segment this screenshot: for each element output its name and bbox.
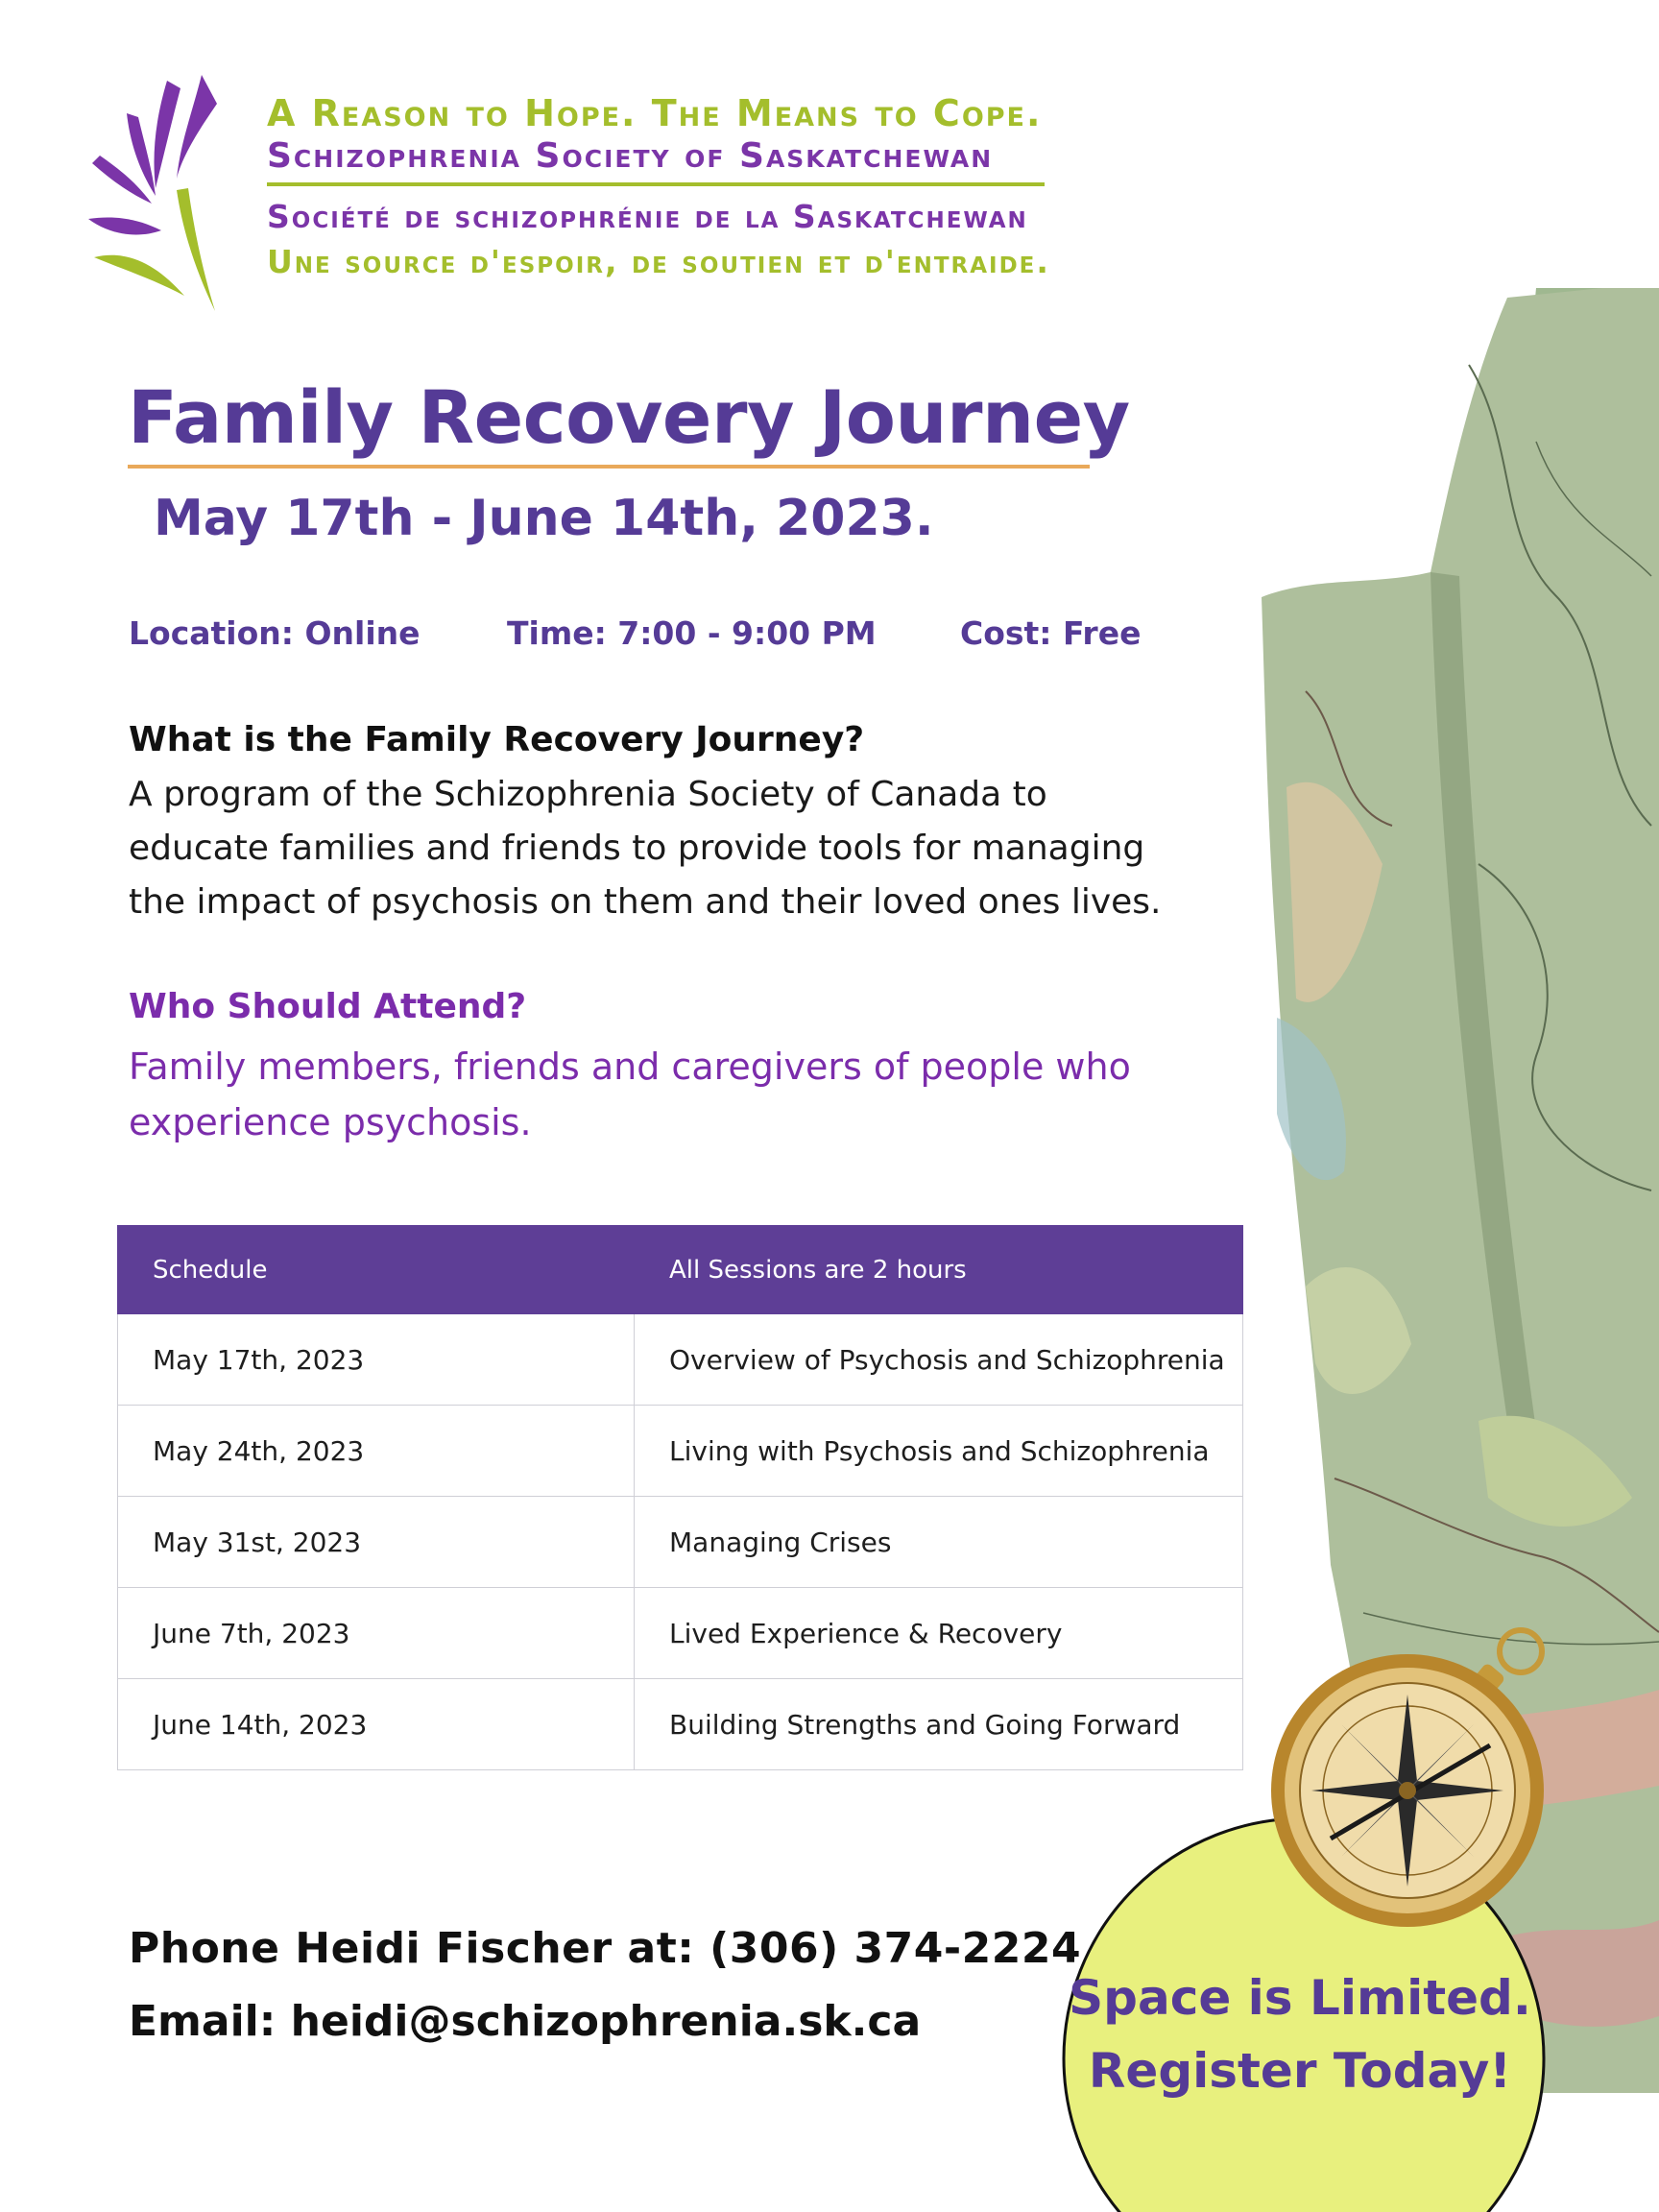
about-heading: What is the Family Recovery Journey? [129, 720, 865, 759]
session-date: May 17th, 2023 [118, 1314, 635, 1406]
schedule-header-topic: All Sessions are 2 hours [635, 1226, 1243, 1314]
table-row [118, 1497, 1243, 1588]
session-topic: Living with Psychosis and Schizophrenia [635, 1406, 1243, 1497]
schedule-header-date: Schedule [118, 1226, 635, 1314]
session-date: June 7th, 2023 [118, 1588, 635, 1679]
logo-org-name-english: Schizophrenia Society of Saskatchewan [267, 136, 994, 176]
session-topic: Building Strengths and Going Forward [635, 1679, 1243, 1770]
contact-email: Email: heidi@schizophrenia.sk.ca [129, 1997, 922, 2046]
about-text: A program of the Schizophrenia Society of Canada to educate families and friends to provide tools for managing the impact of psychosis on them and their loved ones lives. [129, 775, 1162, 922]
page-title: Family Recovery Journey [128, 374, 1130, 460]
session-topic: Managing Crises [635, 1497, 1243, 1588]
program-dates: May 17th - June 14th, 2023. [154, 490, 934, 547]
session-date: June 14th, 2023 [118, 1679, 635, 1770]
session-topic: Lived Experience & Recovery [635, 1588, 1243, 1679]
audience-heading: Who Should Attend? [129, 987, 527, 1026]
hands-reaching-up-logo-icon [88, 75, 232, 315]
session-date: May 31st, 2023 [118, 1497, 635, 1588]
table-row [118, 1588, 1243, 1679]
schedule-table [117, 1225, 1243, 1770]
schedule-header-row [118, 1226, 1243, 1314]
session-date: May 24th, 2023 [118, 1406, 635, 1497]
cta-space-limited: Space is Limited. [1069, 1970, 1531, 2026]
logo-org-name-french: Société de schizophrénie de la Saskatchewan [267, 198, 1028, 235]
cost-detail: Cost: Free [960, 614, 1142, 652]
table-row [118, 1406, 1243, 1497]
audience-text: Family members, friends and caregivers of people who experience psychosis. [129, 1046, 1131, 1143]
contact-phone: Phone Heidi Fischer at: (306) 374-2224 [129, 1924, 1082, 1973]
logo-tagline-french: Une source d'espoir, de soutien et d'entraide. [267, 243, 1050, 280]
cta-register-today: Register Today! [1088, 2043, 1512, 2099]
title-underline [128, 465, 1090, 469]
session-topic: Overview of Psychosis and Schizophrenia [635, 1314, 1243, 1406]
time-detail: Time: 7:00 - 9:00 PM [507, 614, 877, 652]
logo-tagline-english: A Reason to Hope. The Means to Cope. [267, 92, 1043, 134]
table-row [118, 1679, 1243, 1770]
compass-image [1263, 1623, 1550, 1930]
table-row [118, 1314, 1243, 1406]
location-detail: Location: Online [129, 614, 421, 652]
logo-divider [267, 182, 1045, 186]
